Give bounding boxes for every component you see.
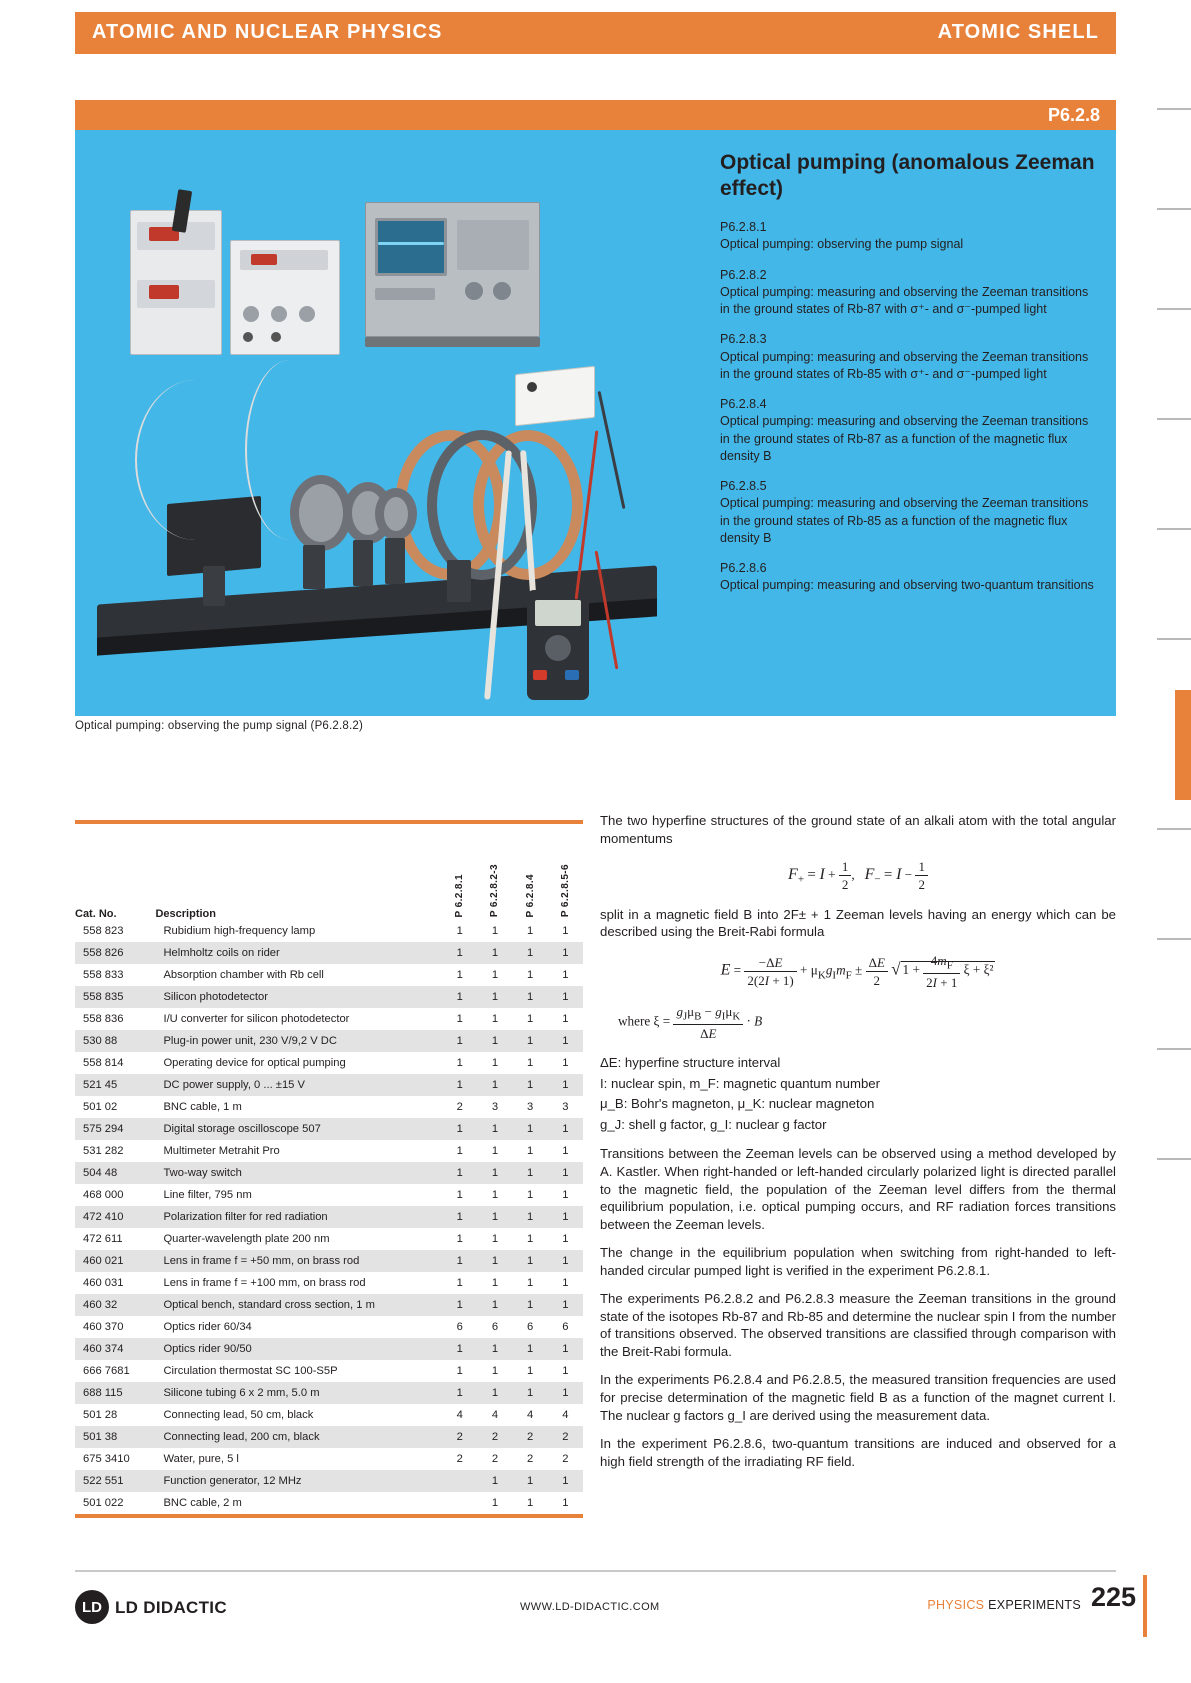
row-qty: 1 xyxy=(548,942,583,964)
edge-tick xyxy=(1157,528,1191,530)
footer-divider xyxy=(75,1570,1116,1572)
row-qty: 1 xyxy=(442,1382,477,1404)
subitem-code: P6.2.8.1 xyxy=(720,220,767,235)
table-row xyxy=(75,1228,583,1250)
row-qty: 1 xyxy=(548,1250,583,1272)
row-qty: 1 xyxy=(562,1277,569,1289)
header-description: Description xyxy=(155,908,216,920)
row-qty: 3 xyxy=(562,1101,569,1113)
table-row xyxy=(75,1052,583,1074)
row-qty: 1 xyxy=(456,1013,463,1025)
paragraph-6: In the experiments P6.2.8.4 and P6.2.8.5, the measured transition frequencies are used for precise determination of the magnetic field B as a function of the magnet current I. The nuclear g factors g_I are derived using the measurement data. xyxy=(600,1372,1116,1423)
subitem-desc: Optical pumping: measuring and observing the Zeeman transitions in the ground states of Rb-87 as a function of the magnetic flux density B xyxy=(720,414,1089,463)
row-cat: 558 835 xyxy=(75,986,155,1008)
photo-trace xyxy=(378,242,444,245)
row-cat: 666 7681 xyxy=(83,1365,130,1377)
subitem-code: P6.2.8.5 xyxy=(720,479,767,494)
page-header-band xyxy=(75,12,1116,54)
row-qty: 4 xyxy=(562,1409,569,1421)
row-qty: 3 xyxy=(527,1101,534,1113)
row-qty: 1 xyxy=(513,1118,548,1140)
experiment-subitem xyxy=(720,331,1100,383)
photo-control-panel xyxy=(457,220,529,270)
row-desc: Rubidium high-frequency lamp xyxy=(163,925,316,937)
row-cat: 558 823 xyxy=(83,925,124,937)
row-qty: 1 xyxy=(527,1233,534,1245)
row-qty: 1 xyxy=(527,1277,534,1289)
photo-multimeter-display xyxy=(535,600,581,626)
row-qty: 1 xyxy=(477,1162,512,1184)
table-row xyxy=(75,1096,583,1118)
photo-knob xyxy=(243,306,259,322)
footer-section-label xyxy=(927,1598,1081,1612)
row-qty: 6 xyxy=(527,1321,534,1333)
photo-display-red xyxy=(251,254,277,265)
row-qty: 1 xyxy=(513,1250,548,1272)
row-qty: 1 xyxy=(491,1497,499,1509)
row-qty: 1 xyxy=(513,986,548,1008)
table-row xyxy=(75,1074,583,1096)
subitem-desc: Optical pumping: observing the pump signal xyxy=(720,237,964,252)
row-qty: 1 xyxy=(456,969,463,981)
row-qty: 1 xyxy=(477,1382,512,1404)
experiment-subitem xyxy=(720,560,1100,595)
row-cat: 675 3410 xyxy=(83,1453,130,1465)
table-bottom-rule xyxy=(75,1514,583,1518)
header-col-2: P 6.2.8.2-3 xyxy=(489,863,501,917)
row-qty: 1 xyxy=(477,1338,512,1360)
definition-item: I: nuclear spin, m_F: magnetic quantum number xyxy=(600,1075,881,1091)
header-col-4: P 6.2.8.5-6 xyxy=(559,863,571,917)
row-cat: 460 370 xyxy=(83,1321,124,1333)
row-qty: 1 xyxy=(527,1013,534,1025)
paragraph-2: split in a magnetic field B into 2F± + 1 Zeeman levels having an energy which can be described using the Breit-Rabi formula xyxy=(600,906,1116,940)
row-qty: 1 xyxy=(548,1294,583,1316)
row-desc: Silicon photodetector xyxy=(155,986,442,1008)
row-desc: Water, pure, 5 l xyxy=(163,1453,239,1465)
row-cat: 530 88 xyxy=(75,1030,155,1052)
row-qty: 1 xyxy=(442,1118,477,1140)
row-qty: 1 xyxy=(442,1162,477,1184)
row-qty: 1 xyxy=(548,1382,583,1404)
equipment-table xyxy=(75,820,583,1518)
experiment-photo xyxy=(75,130,700,716)
row-desc: Connecting lead, 200 cm, black xyxy=(155,1426,442,1448)
row-qty: 1 xyxy=(477,942,512,964)
experiment-subitem xyxy=(720,267,1100,319)
photo-optics-rider xyxy=(353,540,373,586)
row-qty: 1 xyxy=(527,969,534,981)
row-qty: 1 xyxy=(513,1338,548,1360)
row-qty: 1 xyxy=(562,969,569,981)
row-cat: 460 031 xyxy=(83,1277,124,1289)
row-qty: 1 xyxy=(548,1030,583,1052)
table-row xyxy=(75,986,583,1008)
brand-logo xyxy=(75,1588,335,1628)
paragraph-5: The experiments P6.2.8.2 and P6.2.8.3 measure the Zeeman transitions in the ground state of the isotopes Rb-87 and Rb-85 and determine the nuclear spin I from the number of transitions observed. The observed transitions are classified through comparison with the Breit-Rabi formula. xyxy=(600,1291,1116,1359)
subitem-code: P6.2.8.4 xyxy=(720,397,767,412)
row-qty: 1 xyxy=(442,1338,477,1360)
row-cat: 501 022 xyxy=(83,1497,124,1509)
row-qty: 2 xyxy=(491,1453,499,1465)
row-qty: 1 xyxy=(477,1250,512,1272)
row-cat: 460 021 xyxy=(75,1250,155,1272)
photo-socket xyxy=(527,382,537,392)
experiment-code: P6.2.8 xyxy=(1047,105,1100,125)
row-qty: 1 xyxy=(527,1497,534,1509)
row-cat: 575 294 xyxy=(75,1118,155,1140)
row-desc: BNC cable, 1 m xyxy=(163,1101,242,1113)
row-cat: 558 826 xyxy=(75,942,155,964)
row-qty: 1 xyxy=(562,1057,569,1069)
hero-block xyxy=(75,130,1116,716)
definition-item: g_J: shell g factor, g_I: nuclear g factor xyxy=(600,1116,827,1132)
paragraph-1: The two hyperfine structures of the ground state of an alkali atom with the total angular momentums xyxy=(600,813,1116,846)
experiment-summary xyxy=(720,150,1100,608)
row-qty: 1 xyxy=(456,1057,463,1069)
edge-tick xyxy=(1157,1048,1191,1050)
row-qty: 2 xyxy=(477,1426,512,1448)
row-desc: Optics rider 60/34 xyxy=(163,1321,252,1333)
row-cat: 460 374 xyxy=(75,1338,155,1360)
row-qty: 1 xyxy=(562,1189,569,1201)
row-desc: Line filter, 795 nm xyxy=(163,1189,252,1201)
row-cat: 501 38 xyxy=(75,1426,155,1448)
table-row xyxy=(75,1184,583,1206)
footer-section-orange: PHYSICS xyxy=(927,1598,985,1612)
row-desc: Polarization filter for red radiation xyxy=(155,1206,442,1228)
row-desc: Lens in frame f = +50 mm, on brass rod xyxy=(155,1250,442,1272)
definition-item: ΔE: hyperfine structure interval xyxy=(600,1055,781,1071)
photo-optics-rider xyxy=(447,560,471,602)
row-desc: Lens in frame f = +100 mm, on brass rod xyxy=(163,1277,366,1289)
row-qty: 1 xyxy=(513,942,548,964)
row-qty: 1 xyxy=(491,1277,499,1289)
row-cat: 521 45 xyxy=(75,1074,155,1096)
row-qty xyxy=(442,1492,477,1514)
table-row xyxy=(75,1382,583,1404)
subitem-desc: Optical pumping: measuring and observing two-quantum transitions xyxy=(720,578,1094,593)
photo-cable-black xyxy=(598,391,626,509)
table-row xyxy=(75,942,583,964)
row-qty: 1 xyxy=(491,1013,499,1025)
row-cat: 472 611 xyxy=(83,1233,123,1245)
row-qty: 1 xyxy=(456,1233,463,1245)
page-number: 225 xyxy=(1090,1582,1136,1612)
row-qty: 1 xyxy=(442,1294,477,1316)
row-qty: 1 xyxy=(477,986,512,1008)
row-desc: Function generator, 12 MHz xyxy=(155,1470,442,1492)
photo-socket xyxy=(243,332,253,342)
edge-tick xyxy=(1157,108,1191,110)
photo-knob xyxy=(299,306,315,322)
photo-cable xyxy=(135,380,255,540)
table-row xyxy=(75,1250,583,1272)
table-row xyxy=(75,1272,583,1294)
photo-oscilloscope-screen xyxy=(375,218,447,276)
photo-cable xyxy=(245,360,335,540)
header-left-title: ATOMIC AND NUCLEAR PHYSICS xyxy=(92,21,443,43)
header-col-1: P 6.2.8.1 xyxy=(454,873,466,917)
edge-tick xyxy=(1157,938,1191,940)
formula-breit-rabi: E = $\frac{-\Delta E}{2(2I + 1)}$ + $\mu_Kg_Im_F$ ± $\frac{\Delta E}{2}$ √ 1 + $\frac{4m_F}{2I + 1}$ ξ + ξ² xyxy=(720,952,994,990)
photo-base xyxy=(365,337,540,347)
row-qty: 1 xyxy=(548,1162,583,1184)
table-row xyxy=(75,1338,583,1360)
table-row xyxy=(75,920,583,942)
row-desc: Digital storage oscilloscope 507 xyxy=(155,1118,442,1140)
table-row xyxy=(75,1470,583,1492)
page-number-bar xyxy=(1143,1575,1147,1637)
row-desc: I/U converter for silicon photodetector xyxy=(163,1013,350,1025)
row-qty: 1 xyxy=(442,942,477,964)
row-cat: 501 02 xyxy=(83,1101,118,1113)
table-row xyxy=(75,1404,583,1426)
row-qty: 1 xyxy=(477,1294,512,1316)
row-qty: 1 xyxy=(491,925,499,937)
row-qty: 1 xyxy=(442,986,477,1008)
row-qty: 1 xyxy=(513,1470,548,1492)
row-cat: 504 48 xyxy=(75,1162,155,1184)
photo-knob xyxy=(493,282,511,300)
table-row xyxy=(75,1426,583,1448)
edge-tick xyxy=(1157,828,1191,830)
subitem-desc: Optical pumping: measuring and observing the Zeeman transitions in the ground states of Rb-85 as a function of the magnetic flux density B xyxy=(720,496,1089,545)
row-cat: 460 32 xyxy=(75,1294,155,1316)
row-qty: 6 xyxy=(456,1321,463,1333)
footer-section-rest: EXPERIMENTS xyxy=(984,1598,1081,1612)
row-qty: 2 xyxy=(562,1453,569,1465)
row-desc: Connecting lead, 50 cm, black xyxy=(163,1409,314,1421)
photo-panel xyxy=(375,288,435,300)
photo-socket xyxy=(271,332,281,342)
row-cat: 558 833 xyxy=(83,969,124,981)
table-row xyxy=(75,1294,583,1316)
experiment-subitem xyxy=(720,478,1100,547)
row-qty: 1 xyxy=(562,1013,569,1025)
subitem-desc: Optical pumping: measuring and observing the Zeeman transitions in the ground states of Rb-87 with σ⁺- and σ⁻-pumped light xyxy=(720,284,1089,317)
row-qty: 1 xyxy=(548,1206,583,1228)
experiment-subitem xyxy=(720,219,1100,254)
table-row xyxy=(75,1206,583,1228)
photo-optics-rider xyxy=(385,538,405,584)
row-desc: Silicone tubing 6 x 2 mm, 5.0 m xyxy=(155,1382,442,1404)
edge-tick xyxy=(1157,1158,1191,1160)
row-desc: Multimeter Metrahit Pro xyxy=(163,1145,280,1157)
table-row xyxy=(75,1008,583,1030)
row-qty: 1 xyxy=(477,1030,512,1052)
subitem-desc: Optical pumping: measuring and observing the Zeeman transitions in the ground states of Rb-85 with σ⁺- and σ⁻-pumped light xyxy=(720,349,1089,381)
logo-text: LD DIDACTIC xyxy=(115,1598,227,1617)
experiment-subitem xyxy=(720,396,1100,465)
row-desc: Helmholtz coils on rider xyxy=(155,942,442,964)
footer-website[interactable]: WWW.LD-DIDACTIC.COM xyxy=(520,1601,660,1613)
photo-knob xyxy=(465,282,483,300)
edge-tick xyxy=(1157,208,1191,210)
row-qty: 4 xyxy=(456,1409,463,1421)
row-qty: 1 xyxy=(562,1145,569,1157)
row-cat: 531 282 xyxy=(83,1145,124,1157)
logo-mark-icon: LD xyxy=(75,1590,109,1624)
row-desc: Absorption chamber with Rb cell xyxy=(163,969,324,981)
row-qty: 1 xyxy=(548,1338,583,1360)
row-desc: Plug-in power unit, 230 V/9,2 V DC xyxy=(155,1030,442,1052)
row-qty: 1 xyxy=(456,1365,463,1377)
row-qty: 1 xyxy=(513,1030,548,1052)
subitem-code: P6.2.8.6 xyxy=(720,561,767,576)
row-qty: 1 xyxy=(527,1365,534,1377)
row-qty: 1 xyxy=(562,1365,569,1377)
table-row xyxy=(75,1360,583,1382)
photo-multimeter-socket xyxy=(565,670,579,680)
formula-hyperfine: $F_+ = I$ + $\frac{1}{2}$ , $F_- = I$ − $\frac{1}{2}$ xyxy=(600,858,1116,894)
row-cat: 472 410 xyxy=(75,1206,155,1228)
row-qty: 1 xyxy=(442,1074,477,1096)
table-row xyxy=(75,1140,583,1162)
row-qty: 1 xyxy=(491,1145,499,1157)
header-col-3: P 6.2.8.4 xyxy=(524,873,536,917)
row-qty: 1 xyxy=(548,1470,583,1492)
row-qty: 1 xyxy=(562,1233,569,1245)
table-row xyxy=(75,1118,583,1140)
row-cat: 501 28 xyxy=(83,1409,118,1421)
row-qty: 1 xyxy=(548,986,583,1008)
row-qty: 1 xyxy=(456,1145,463,1157)
table-row xyxy=(75,1162,583,1184)
photo-optics-rider xyxy=(203,566,225,606)
description-column xyxy=(600,812,1116,1481)
row-qty: 2 xyxy=(513,1426,548,1448)
row-qty: 2 xyxy=(456,1101,463,1113)
row-qty: 2 xyxy=(527,1453,534,1465)
photo-knob xyxy=(271,306,287,322)
row-qty: 1 xyxy=(562,1497,569,1509)
photo-multimeter-dial xyxy=(545,635,571,661)
row-qty: 1 xyxy=(527,1057,534,1069)
edge-tick xyxy=(1157,418,1191,420)
row-qty: 1 xyxy=(477,1118,512,1140)
table-row xyxy=(75,1030,583,1052)
row-cat: 522 551 xyxy=(75,1470,155,1492)
table-row xyxy=(75,1316,583,1338)
section-edge-tab xyxy=(1175,690,1191,800)
row-cat: 468 000 xyxy=(83,1189,124,1201)
row-qty: 1 xyxy=(456,1277,463,1289)
row-qty: 1 xyxy=(513,1294,548,1316)
paragraph-4: The change in the equilibrium population when switching from right-handed to left-handed circular pumped light is verified in the experiment P6.2.8.1. xyxy=(600,1245,1116,1278)
row-qty: 1 xyxy=(527,925,534,937)
table-row xyxy=(75,964,583,986)
photo-display-red xyxy=(149,285,179,299)
row-qty: 1 xyxy=(456,1189,463,1201)
row-desc: Two-way switch xyxy=(155,1162,442,1184)
row-qty: 1 xyxy=(477,1074,512,1096)
subitem-code: P6.2.8.2 xyxy=(720,267,767,282)
row-qty: 1 xyxy=(513,1382,548,1404)
row-qty: 1 xyxy=(562,925,569,937)
paragraph-7: In the experiment P6.2.8.6, two-quantum transitions are induced and observed for a high field strength of the irradiating RF field. xyxy=(600,1436,1116,1469)
row-qty: 2 xyxy=(548,1426,583,1448)
header-cat-no: Cat. No. xyxy=(75,908,117,920)
row-desc: Quarter-wavelength plate 200 nm xyxy=(163,1233,330,1245)
photo-optics-rider xyxy=(303,545,325,589)
definition-item: μ_B: Bohr's magneton, μ_K: nuclear magneton xyxy=(600,1096,875,1112)
experiment-code-bar xyxy=(75,100,1116,130)
photo-caption: Optical pumping: observing the pump signal (P6.2.8.2) xyxy=(75,720,364,732)
row-qty: 1 xyxy=(442,1206,477,1228)
row-qty: 3 xyxy=(491,1101,499,1113)
row-qty: 1 xyxy=(491,969,499,981)
row-qty: 1 xyxy=(442,1030,477,1052)
row-qty: 1 xyxy=(513,1162,548,1184)
row-qty: 1 xyxy=(442,1250,477,1272)
photo-multimeter-socket xyxy=(533,670,547,680)
row-qty: 1 xyxy=(513,1206,548,1228)
header-right-title: ATOMIC SHELL xyxy=(937,21,1099,43)
row-desc: Optics rider 90/50 xyxy=(155,1338,442,1360)
row-qty: 1 xyxy=(513,1074,548,1096)
row-qty: 1 xyxy=(491,1365,499,1377)
row-desc: DC power supply, 0 ... ±15 V xyxy=(155,1074,442,1096)
row-desc: Circulation thermostat SC 100-S5P xyxy=(163,1365,338,1377)
row-qty: 1 xyxy=(491,1189,499,1201)
edge-tick xyxy=(1157,638,1191,640)
row-desc: BNC cable, 2 m xyxy=(163,1497,242,1509)
row-qty: 1 xyxy=(491,1057,499,1069)
row-qty: 2 xyxy=(442,1426,477,1448)
row-qty: 1 xyxy=(491,1233,499,1245)
row-qty: 1 xyxy=(456,925,463,937)
row-qty xyxy=(442,1470,477,1492)
symbol-definitions xyxy=(600,1054,1116,1133)
row-qty: 6 xyxy=(491,1321,499,1333)
table-row xyxy=(75,1448,583,1470)
table-header-row xyxy=(75,824,583,920)
row-qty: 1 xyxy=(548,1118,583,1140)
row-qty: 1 xyxy=(527,1145,534,1157)
formula-xi: where ξ = $\frac{g_J\mu_B - g_I\mu_K}{\Delta E}$ · B xyxy=(618,1004,763,1041)
row-qty: 1 xyxy=(477,1206,512,1228)
row-qty: 1 xyxy=(477,1470,512,1492)
photo-interface-box xyxy=(515,366,595,426)
row-qty: 1 xyxy=(527,1189,534,1201)
row-desc: Optical bench, standard cross section, 1 m xyxy=(155,1294,442,1316)
row-qty: 6 xyxy=(562,1321,569,1333)
row-cat: 558 836 xyxy=(83,1013,124,1025)
table-row xyxy=(75,1492,583,1514)
photo-optical-element xyxy=(375,488,417,540)
row-cat: 688 115 xyxy=(75,1382,155,1404)
row-cat: 558 814 xyxy=(83,1057,124,1069)
row-desc: Operating device for optical pumping xyxy=(163,1057,346,1069)
paragraph-3: Transitions between the Zeeman levels can be observed using a method developed by A. Kastler. When right-handed or left-handed circularly polarized light is directed parallel to the magnetic field, the population of the Zeeman level differs from the thermal equilibrium population, i.e. optical pumping occurs, and RF radiation forces transitions between the Zeeman levels. xyxy=(600,1146,1116,1232)
row-qty: 4 xyxy=(527,1409,534,1421)
row-qty: 2 xyxy=(456,1453,463,1465)
row-qty: 1 xyxy=(548,1074,583,1096)
edge-tick xyxy=(1157,308,1191,310)
experiment-title: Optical pumping (anomalous Zeeman effect) xyxy=(720,151,1095,200)
row-qty: 4 xyxy=(491,1409,499,1421)
subitem-code: P6.2.8.3 xyxy=(720,332,767,347)
